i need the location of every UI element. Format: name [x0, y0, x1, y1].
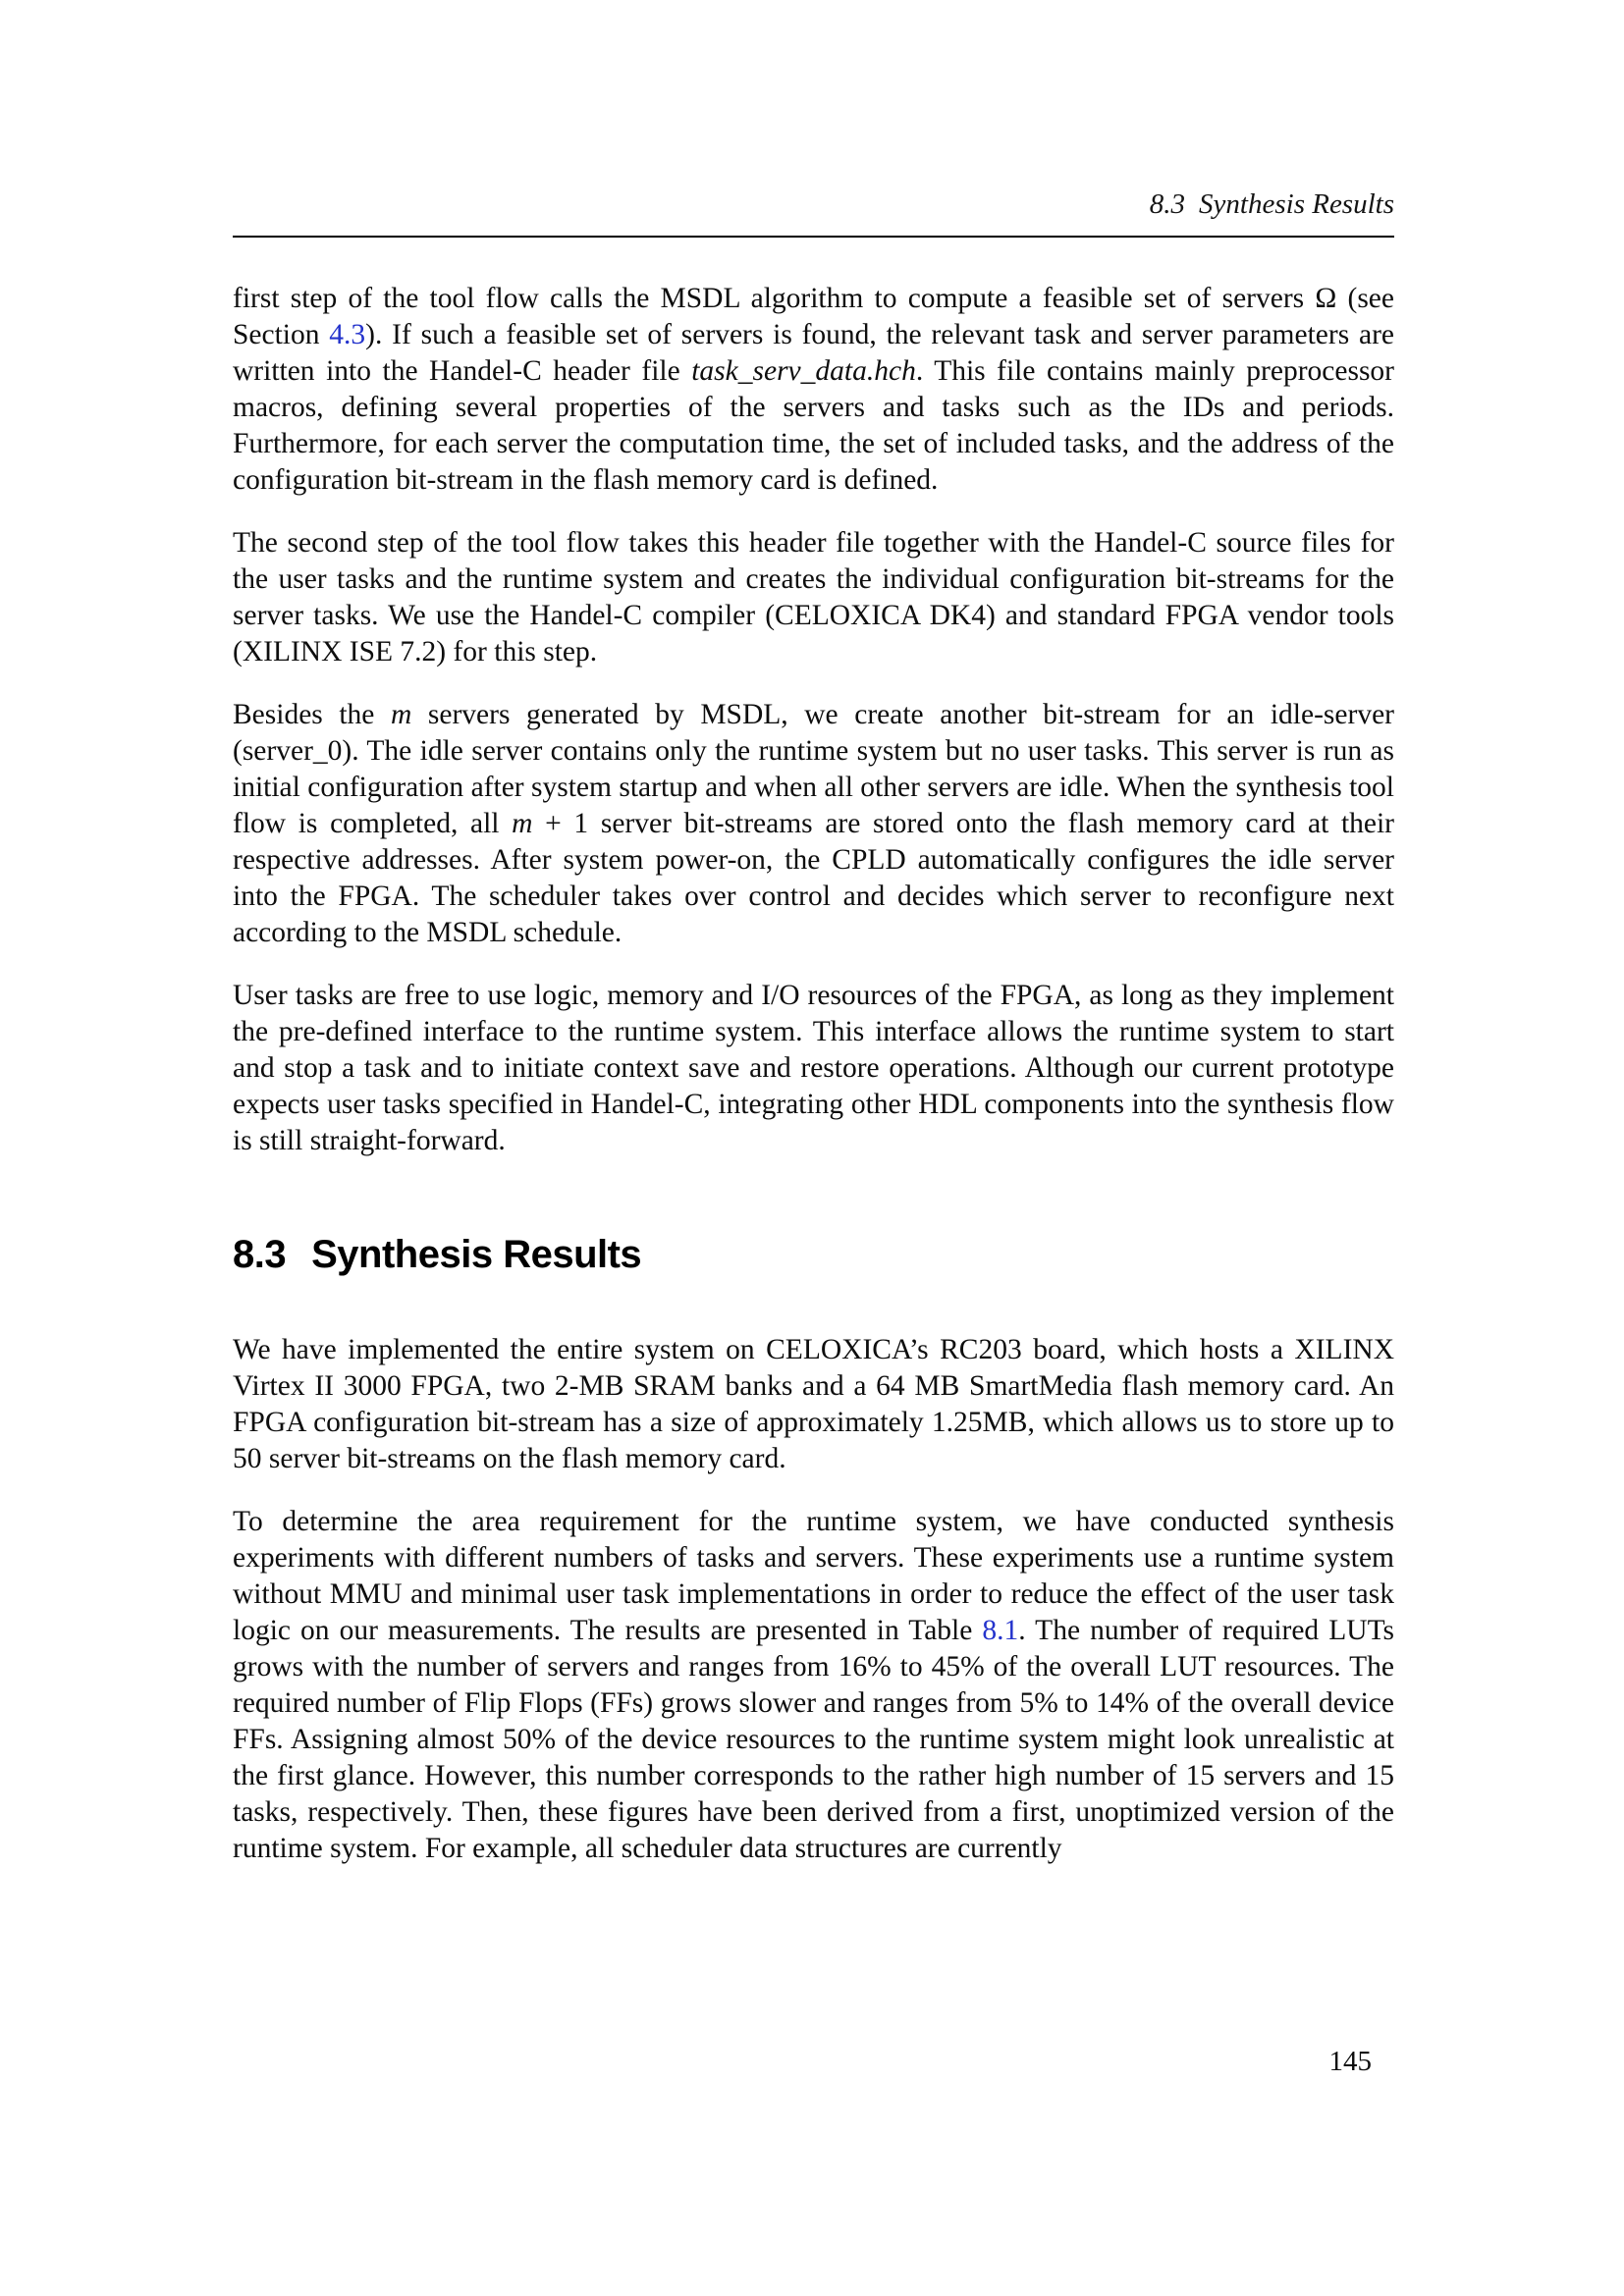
- running-header: [233, 188, 1394, 220]
- page-number: 145: [1328, 2046, 1372, 2077]
- paragraph-toolflow-step1: [233, 281, 1394, 499]
- text-run: + 1 server bit-streams are stored onto the flash memory card at their respective addresses. After system power-on, the CPLD automatically configures the idle server into the FPGA. The scheduler takes over control and decides which server to reconfigure next according to the MSDL schedule.: [233, 808, 1395, 948]
- text-column: [233, 0, 1394, 1867]
- section-heading-title: Synthesis Results: [311, 1233, 642, 1276]
- text-run: ). If such a feasible set of servers is found, the relevant task and server parameters are written into the Handel-C header file: [233, 319, 1394, 387]
- text-run: . The number of required LUTs grows with the number of servers and ranges from 16% to 45% of the overall LUT resources. The required number of Flip Flops (FFs) grows slower and ranges from 5% to 14% of the overall device FFs. Assigning almost 50% of the device resources to the runtime system might look unrealistic at the first glance. However, this number corresponds to the rather high number of 15 servers and 15 tasks, respectively. Then, these figures have been derived from a first, unoptimized version of the runtime system. For example, all scheduler data structures are currently: [233, 1615, 1395, 1864]
- header-rule: [233, 236, 1394, 238]
- paragraph-user-tasks: [233, 978, 1394, 1159]
- text-run: Besides the: [233, 699, 391, 730]
- text-run: We have implemented the entire system on CELOXICA’s RC203 board, which hosts a XILINX Virtex II 3000 FPGA, two 2-MB SRAM banks and a 64 MB SmartMedia flash memory card. An FPGA configuration bit-stream has a size of approximately 1.25MB, which allows us to store up to 50 server bit-streams on the flash memory card.: [233, 1334, 1394, 1474]
- table-8-1-ref-link[interactable]: 8.1: [982, 1615, 1019, 1646]
- page-body: [233, 281, 1394, 1867]
- running-header-section-number: 8.3: [1149, 188, 1186, 220]
- text-run: User tasks are free to use logic, memory and I/O resources of the FPGA, as long as they implement the pre-defined interface to the runtime system. This interface allows the runtime system to start and stop a task and to initiate context save and restore operations. Although our current prototype expects user tasks specified in Handel-C, integrating other HDL components into the synthesis flow is still straight-forward.: [233, 980, 1394, 1156]
- paragraph-idle-server: [233, 697, 1394, 951]
- math-var-m: m: [390, 699, 412, 730]
- paragraph-toolflow-step2: [233, 525, 1394, 670]
- math-var-m: m: [512, 808, 533, 839]
- section-4-3-ref-link[interactable]: 4.3: [329, 319, 366, 350]
- filename-task-serv-data: task_serv_data.hch: [691, 355, 916, 387]
- text-run: To determine the area requirement for the runtime system, we have conducted synthesis experiments with different numbers of tasks and servers. These experiments use a runtime system without MMU and minimal user task implementations in order to reduce the effect of the user task logic on our measurements. The results are presented in Table: [233, 1506, 1394, 1646]
- running-header-section-title: Synthesis Results: [1199, 188, 1394, 220]
- paragraph-implementation: [233, 1332, 1394, 1477]
- text-run: The second step of the tool flow takes this header file together with the Handel-C source files for the user tasks and the runtime system and creates the individual configuration bit-streams for the server tasks. We use the Handel-C compiler (CELOXICA DK4) and standard FPGA vendor tools (XILINX ISE 7.2) for this step.: [233, 527, 1394, 667]
- text-run: servers generated by MSDL, we create another bit-stream for an idle-server (server_0). The idle server contains only the runtime system but no user tasks. This server is run as initial configuration after system startup and when all other servers are idle. When the synthesis tool flow is completed, all: [233, 699, 1394, 839]
- text-run: . This file contains mainly preprocessor macros, defining several properties of the servers and tasks such as the IDs and periods. Furthermore, for each server the computation time, the set of included tasks, and the address of the configuration bit-stream in the flash memory card is defined.: [233, 355, 1394, 496]
- paragraph-area-requirement: [233, 1504, 1394, 1867]
- text-run: first step of the tool flow calls the MSDL algorithm to compute a feasible set of servers Ω (see Section: [233, 283, 1394, 350]
- section-heading: [233, 1232, 1394, 1277]
- section-heading-number: 8.3: [233, 1233, 287, 1276]
